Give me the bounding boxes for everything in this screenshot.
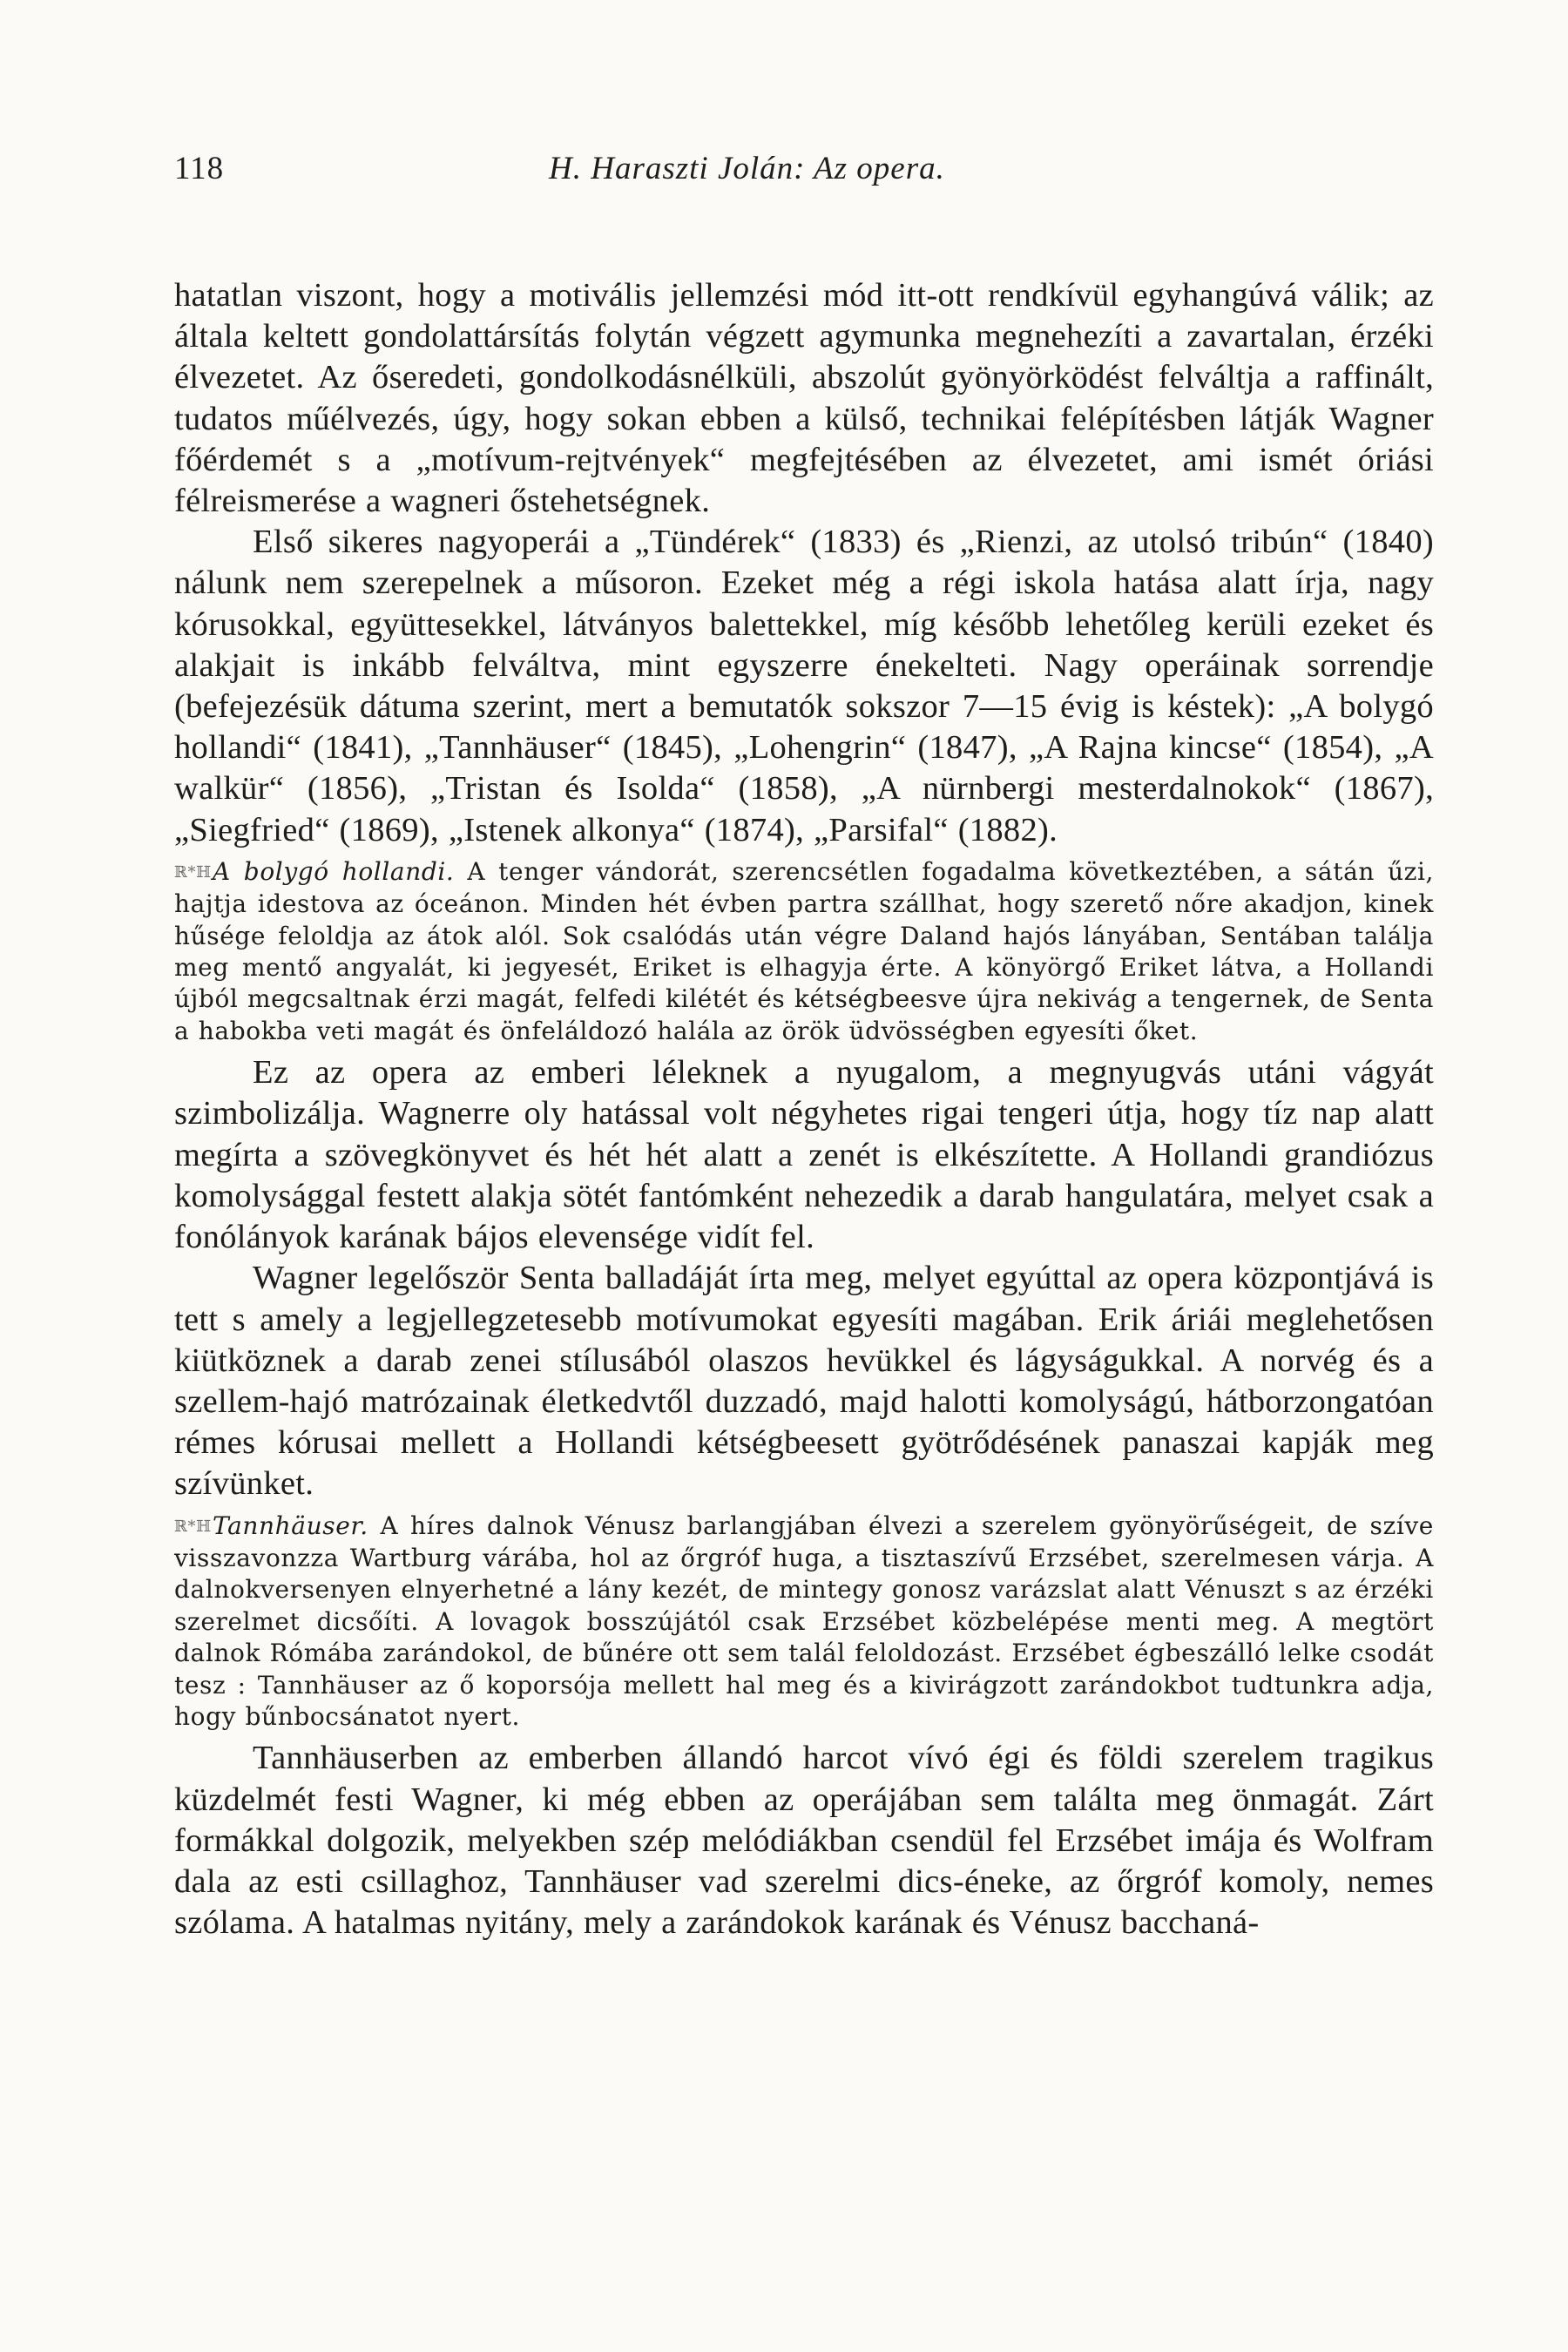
synopsis-text: A tenger vándorát, szerencsétlen fogadalma következtében, a sátán űzi, hajtja idestova az óceánon. Minden hét évben partra szállhat, hogy szerető nőre akadjon, kinek hűsége feloldja az átok alól. Sok csalódás után végre Daland hajós lányában, Sentában találja meg mentő angyalát, ki jegyesét, Eriket is elhagyja érte. A könyörgő Eriket látva, a Hollandi újból megcsaltnak érzi magát, felfedi kilétét és kétségbeesve újra nekivág a tengernek, de Senta a habokba veti magát és önfeláldozó halála az örök üdvösségben egyesíti őket. — [174, 856, 1434, 1045]
paragraph-text: Ez az opera az emberi léleknek a nyugalom, a megnyugvás utáni vágyát szimbolizálja. Wagnerre oly hatással volt négyhetes rigai tengeri útja, hogy tíz nap alatt megírta a szövegkönyvet és hét hét alatt a zenét is elkészítette. A Hollandi grandiózus komolysággal festett alakja sötét fantómként nehezedik a darab hangulatára, melyet csak a fonólányok karának bájos elevensége vidít fel. — [174, 1054, 1434, 1256]
paragraph-text: Első sikeres nagyoperái a „Tündérek“ (1833) és „Rienzi, az utolsó tribún“ (1840) nálunk nem szerepelnek a műsoron. Ezeket még a régi iskola hatása alatt írja, nagy kórusokkal, együttesekkel, látványos balettekkel, míg később lehetőleg kerüli ezeket és alakjait is inkább felváltva, mint egyszerre énekelteti. Nagy operáinak sorrendje (befejezésük dátuma szerint, mert a bemutatók sokszor 7—15 évig is késtek): „A bolygó hollandi“ (1841), „Tannhäuser“ (1845), „Lohengrin“ (1847), „A Rajna kincse“ (1854), „A walkür“ (1856), „Tristan és Isolda“ (1858), „A nürnbergi mesterdalnokok“ (1867), „Siegfried“ (1869), „Istenek alkonya“ (1874), „Parsifal“ (1882). — [174, 524, 1434, 848]
synopsis-text: A híres dalnok Vénusz barlangjában élvezi a szerelem gyönyörűségeit, de szíve visszavonzza Wartburg várába, hol az őrgróf huga, a tisztaszívű Erzsébet, szerelmesen várja. A dalnokversenyen elnyerhetné a lány kezét, de mintegy gonosz varázslat alatt Vénuszt s az érzéki szerelmet dicsőíti. A lovagok bosszújától csak Erzsébet közbelépése menti meg. A megtört dalnok Rómába zarándokol, de bűnére ott sem talál feloldozást. Erzsébet égbeszálló lelke csodát tesz : Tannhäuser az ő koporsója mellett hal meg és a kivirágzott zarándokbot tudtunkra adja, hogy bűnbocsánatot nyert. — [174, 1511, 1434, 1731]
paragraph-senta-ballad — [174, 1258, 1434, 1504]
body-text — [174, 275, 1434, 1943]
paragraph-text: hatatlan viszont, hogy a motivális jellemzési mód itt-ott rendkívül egyhangúvá válik; az általa keltett gondolattársítás folytán végzett agymunka megnehezíti a zavartalan, érzéki élvezetet. Az őseredeti, gondolkodásnélküli, abszolút gyönyörködést felváltja a raffinált, tudatos műélvezés, úgy, hogy sokan ebben a külső, technikai felépítésben látják Wagner főérdemét s a „motívum-rejtvények“ megfejtésében az élvezetet, ami ismét óriási félreismerése a wagneri őstehetségnek. — [174, 277, 1434, 520]
synopsis-marker-icon: ℝ*ℍ — [174, 1517, 212, 1536]
synopsis-title: A bolygó hollandi. — [213, 856, 455, 886]
running-title: H. Haraszti Jolán: Az opera. — [549, 151, 945, 186]
paragraph-leitmotif-critique — [174, 275, 1434, 522]
synopsis-tannhauser — [174, 1511, 1434, 1734]
synopsis-title: Tannhäuser. — [213, 1511, 368, 1540]
paragraph-text: Wagner legelőször Senta balladáját írta meg, melyet egyúttal az opera központjává is tett s amely a legjellegzetesebb motívumokat egyesíti magában. Erik áriái meglehetősen kiütköznek a darab zenei stílusából olaszos hevükkel és lágyságukkal. A norvég és a szellem-hajó matrózainak életkedvtől duzzadó, majd halotti komolyságú, hátborzongatóan rémes kórusai mellett a Hollandi kétségbeesett gyötrődésének panaszai kapják meg szívünket. — [174, 1260, 1434, 1503]
synopsis-marker-icon: ℝ*ℍ — [174, 862, 212, 882]
page-number: 118 — [174, 151, 225, 186]
paragraph-dutchman-symbolism — [174, 1052, 1434, 1258]
page-header — [174, 150, 1437, 192]
paragraph-tannhauser-analysis — [174, 1738, 1434, 1943]
paragraph-opera-chronology — [174, 522, 1434, 851]
synopsis-flying-dutchman — [174, 856, 1434, 1047]
paragraph-text: Tannhäuserben az emberben állandó harcot vívó égi és földi szerelem tragikus küzdelmét festi Wagner, ki még ebben az operájában sem találta meg önmagát. Zárt formákkal dolgozik, melyekben szép melódiákban csendül fel Erzsébet imája és Wolfram dala az esti csillaghoz, Tannhäuser vad szerelmi dics-éneke, az őrgróf komoly, nemes szólama. A hatalmas nyitány, mely a zarándokok karának és Vénusz bacchaná- — [174, 1740, 1434, 1942]
